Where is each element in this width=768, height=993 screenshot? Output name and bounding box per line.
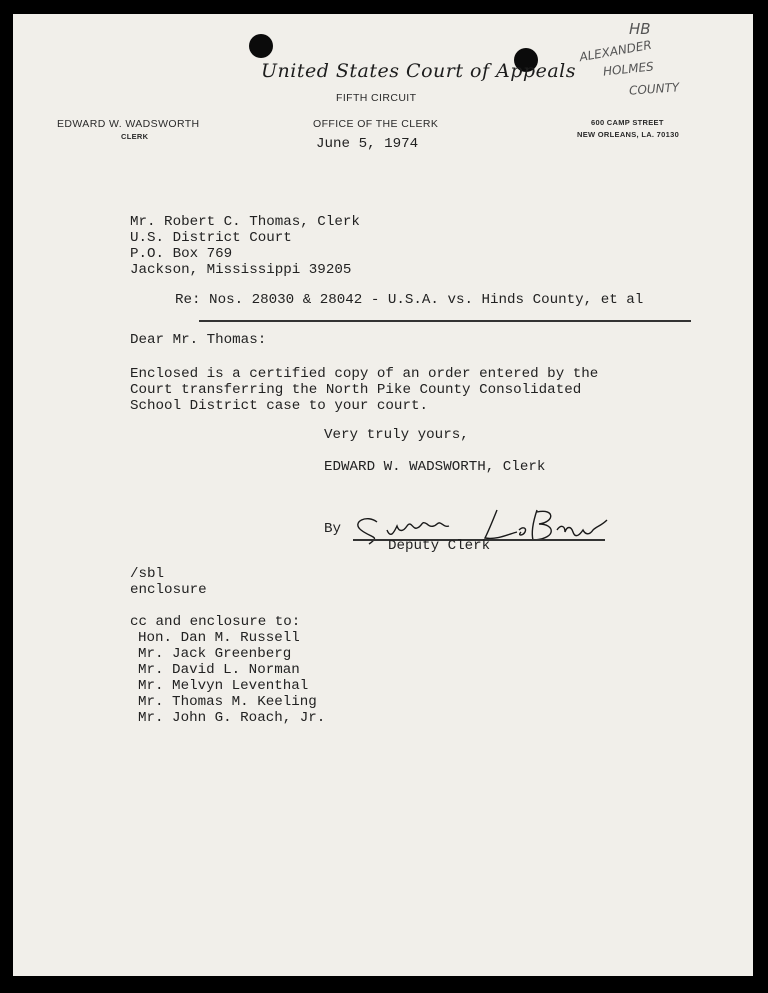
re-line: Re: Nos. 28030 & 28042 - U.S.A. vs. Hinds County, et al [175, 292, 644, 308]
letter-page [13, 14, 753, 976]
cc-item: Mr. David L. Norman [138, 662, 300, 678]
cc-item: Mr. Melvyn Leventhal [138, 678, 309, 694]
handwritten-line: HOLMES [602, 59, 655, 79]
by-label: By [324, 521, 342, 537]
address-line: U.S. District Court [130, 230, 292, 246]
punch-hole-left [249, 34, 273, 58]
body-line: School District case to your court. [130, 398, 428, 414]
signature-title: Deputy Clerk [388, 538, 491, 554]
street-address: 600 CAMP STREET [591, 118, 664, 127]
letter-body [130, 366, 598, 414]
address-line: P.O. Box 769 [130, 246, 233, 262]
cc-item: Mr. Thomas M. Keeling [138, 694, 317, 710]
handwritten-line: COUNTY [628, 80, 680, 98]
address-line: Jackson, Mississippi 39205 [130, 262, 352, 278]
body-line: Court transferring the North Pike County Consolidated [130, 382, 582, 398]
enclosure-note: enclosure [130, 582, 207, 598]
cc-item: Mr. Jack Greenberg [138, 646, 292, 662]
recipient-address [130, 214, 360, 278]
body-line: Enclosed is a certified copy of an order entered by the [130, 366, 599, 382]
handwritten-line: HB [629, 20, 651, 38]
signer-name: EDWARD W. WADSWORTH, Clerk [324, 459, 546, 475]
closing: Very truly yours, [324, 427, 469, 443]
clerk-title: CLERK [121, 132, 149, 141]
handwritten-note [573, 22, 723, 112]
salutation: Dear Mr. Thomas: [130, 332, 267, 348]
handwritten-line: ALEXANDER [578, 37, 653, 65]
court-name: United States Court of Appeals [261, 60, 576, 82]
circuit: FIFTH CIRCUIT [336, 92, 417, 104]
clerk-name: EDWARD W. WADSWORTH [57, 118, 200, 130]
letter-date: June 5, 1974 [316, 136, 419, 152]
office-label: OFFICE OF THE CLERK [313, 118, 439, 130]
typist-initials: /sbl [130, 566, 165, 582]
cc-item: Mr. John G. Roach, Jr. [138, 710, 326, 726]
cc-list [138, 630, 325, 726]
cc-item: Hon. Dan M. Russell [138, 630, 300, 646]
re-underline [199, 320, 691, 322]
address-line: Mr. Robert C. Thomas, Clerk [130, 214, 360, 230]
city-address: NEW ORLEANS, LA. 70130 [577, 130, 680, 139]
cc-label: cc and enclosure to: [130, 614, 301, 630]
